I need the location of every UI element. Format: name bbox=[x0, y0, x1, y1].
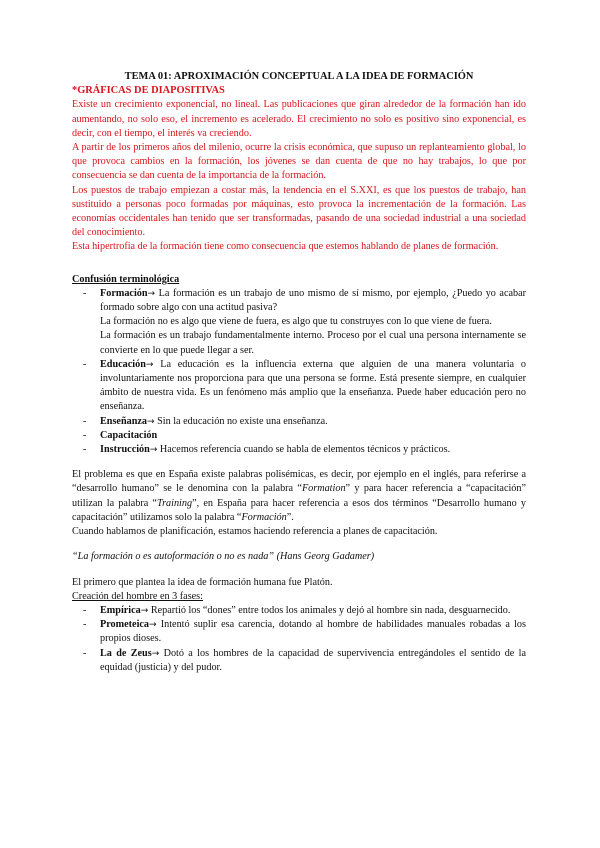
term-capacitacion: Capacitación bbox=[100, 429, 158, 441]
red-paragraph-1: Existe un crecimiento exponencial, no lineal. Las publicaciones que giran alrededor de la formación han ido aumentando, no solo eso, el incremento es acelerado. El crecimiento no solo es positivo sino exponencial, es decir, con el tiempo, el interés va creciendo. bbox=[72, 99, 526, 139]
red-section bbox=[72, 84, 526, 254]
term-ensenanza: Enseñanza bbox=[100, 415, 147, 427]
term-educacion: Educación bbox=[100, 358, 146, 370]
word-formation: Formation bbox=[301, 483, 346, 495]
ensenanza-line-1: Sin la educación no existe una enseñanza. bbox=[154, 415, 328, 427]
arrow-icon: → bbox=[145, 359, 154, 370]
arrow-icon: → bbox=[140, 605, 149, 616]
phase-empirica: Empírica bbox=[100, 604, 141, 616]
instruccion-line-1: Hacemos referencia cuando se habla de elementos técnicos y prácticos. bbox=[157, 444, 451, 456]
phase-zeus: La de Zeus bbox=[100, 647, 152, 659]
formacion-line-1: La formación es un trabajo de uno mismo de sí mismo, por ejemplo, ¿Puedo yo acabar formado sobre algo con una actitud pasiva? bbox=[100, 287, 526, 314]
arrow-icon: → bbox=[149, 445, 158, 456]
arrow-icon: → bbox=[149, 620, 157, 631]
word-training: Training bbox=[156, 497, 193, 509]
word-formacion: Formación bbox=[241, 511, 287, 523]
terms-list bbox=[72, 287, 526, 457]
list-item-instruccion: - Instrucción→ Hacemos referencia cuando se habla de elementos técnicos y prácticos. bbox=[83, 444, 451, 456]
arrow-icon: → bbox=[151, 648, 160, 659]
term-instruccion: Instrucción bbox=[100, 444, 150, 456]
page-title: TEMA 01: APROXIMACIÓN CONCEPTUAL A LA IDEA DE FORMACIÓN bbox=[124, 71, 474, 82]
list-item-prometeica: - Prometeica→ Intentó suplir esa carencia, dotando al hombre de habilidades manuales robadas a los propios dioses. bbox=[83, 619, 526, 645]
red-paragraph-4: Esta hipertrofia de la formación tiene como consecuencia que estemos hablando de planes de formación. bbox=[72, 241, 499, 253]
formacion-line-2: La formación no es algo que viene de fuera, es algo que tu construyes con lo que viene de fuera. bbox=[100, 316, 492, 328]
red-paragraph-3: Los puestos de trabajo empiezan a costar más, la tendencia en el S.XXI, es que los puestos de trabajo, han sustituido a personas poco formadas por máquinas, esto provoca la incrementación de la formación. Las economías occidentales han tenido que ser transformadas, pasando de una sociedad industrial a una sociedad del conocimiento. bbox=[72, 184, 526, 239]
list-item-educacion: - Educación→ La educación es la influencia externa que alguien de una manera voluntaria o involuntariamente nos proporciona para que una persona se forme. Está presente siempre, en cualquier ámbito de nuestra vida. Es un fenómeno más amplio que la enseñanza. Puede haber educación pero no enseñanza. bbox=[83, 358, 526, 413]
term-formacion: Formación bbox=[100, 287, 148, 299]
plato-intro: El primero que plantea la idea de formación humana fue Platón. bbox=[72, 576, 333, 588]
arrow-icon: → bbox=[147, 416, 155, 427]
phase-prometeica: Prometeica bbox=[100, 619, 150, 631]
list-item-formacion: - Formación→ La formación es un trabajo de uno mismo de sí mismo, por ejemplo, ¿Puedo yo acabar formado sobre algo con una actitud pasiva? La formación no es algo que viene de fuera, es algo que tu construyes con lo que viene de fuera. La formación es un trabajo fundamentalmente interno. Proceso por el cual una persona internamente se convierte en lo que puede llegar a ser. bbox=[72, 287, 526, 358]
confusion-heading: Confusión terminológica bbox=[72, 273, 180, 285]
educacion-line-1: La educación es la influencia externa que alguien de una manera voluntaria o involuntariamente nos proporciona para que una persona se forme. Está presente siempre, en cualquier ámbito de nuestra vida. Es un fenómeno más amplio que la enseñanza. Puede haber educación pero no enseñanza. bbox=[100, 358, 526, 413]
red-section-heading: *GRÁFICAS DE DIAPOSITIVAS bbox=[72, 85, 225, 97]
red-paragraph-2: A partir de los primeros años del milenio, ocurre la crisis económica, que supuso un replanteamiento global, lo que provoca cambios en la formación, los jóvenes se dan cuenta de que no hay trabajos, lo que por consecuencia se dan cuenta de la importancia de la formación. bbox=[72, 142, 526, 182]
list-item-capacitacion: - Capacitación bbox=[83, 429, 158, 441]
creation-subheading: Creación del hombre en 3 fases: bbox=[72, 590, 203, 602]
planning-line: Cuando hablamos de planificación, estamos haciendo referencia a planes de capacitación. bbox=[72, 526, 438, 538]
list-item-empirica: - Empírica→ Repartió los “dones” entre todos los animales y dejó al hombre sin nada, desguarnecido. bbox=[83, 604, 511, 616]
formacion-line-3: La formación es un trabajo fundamentalmente interno. Proceso por el cual una persona internamente se convierte en lo que puede llegar a ser. bbox=[100, 330, 526, 356]
phases-list bbox=[72, 604, 526, 675]
gadamer-quote: “La formación o es autoformación o no es nada” (Hans Georg Gadamer) bbox=[72, 551, 375, 563]
list-item-zeus: - La de Zeus→ Dotó a los hombres de la capacidad de supervivencia entregándoles el sentido de la equidad (justicia) y del pudor. bbox=[83, 647, 526, 673]
list-item-ensenanza: - Enseñanza→ Sin la educación no existe una enseñanza. bbox=[83, 415, 328, 427]
problem-paragraph: El problema es que en España existe palabras polisémicas, es decir, por ejemplo en el inglés, para referirse a “desarrollo humano” se le denomina con la palabra “Formation” y para hacer referencia a “capacitación” utilizan la palabra “Training”, en España para hacer referencia a esos dos términos “Desarrollo humano y capacitación” utilizamos solo la palabra “Formación”. bbox=[72, 469, 527, 523]
document-page bbox=[72, 70, 526, 675]
arrow-icon: → bbox=[147, 288, 156, 299]
